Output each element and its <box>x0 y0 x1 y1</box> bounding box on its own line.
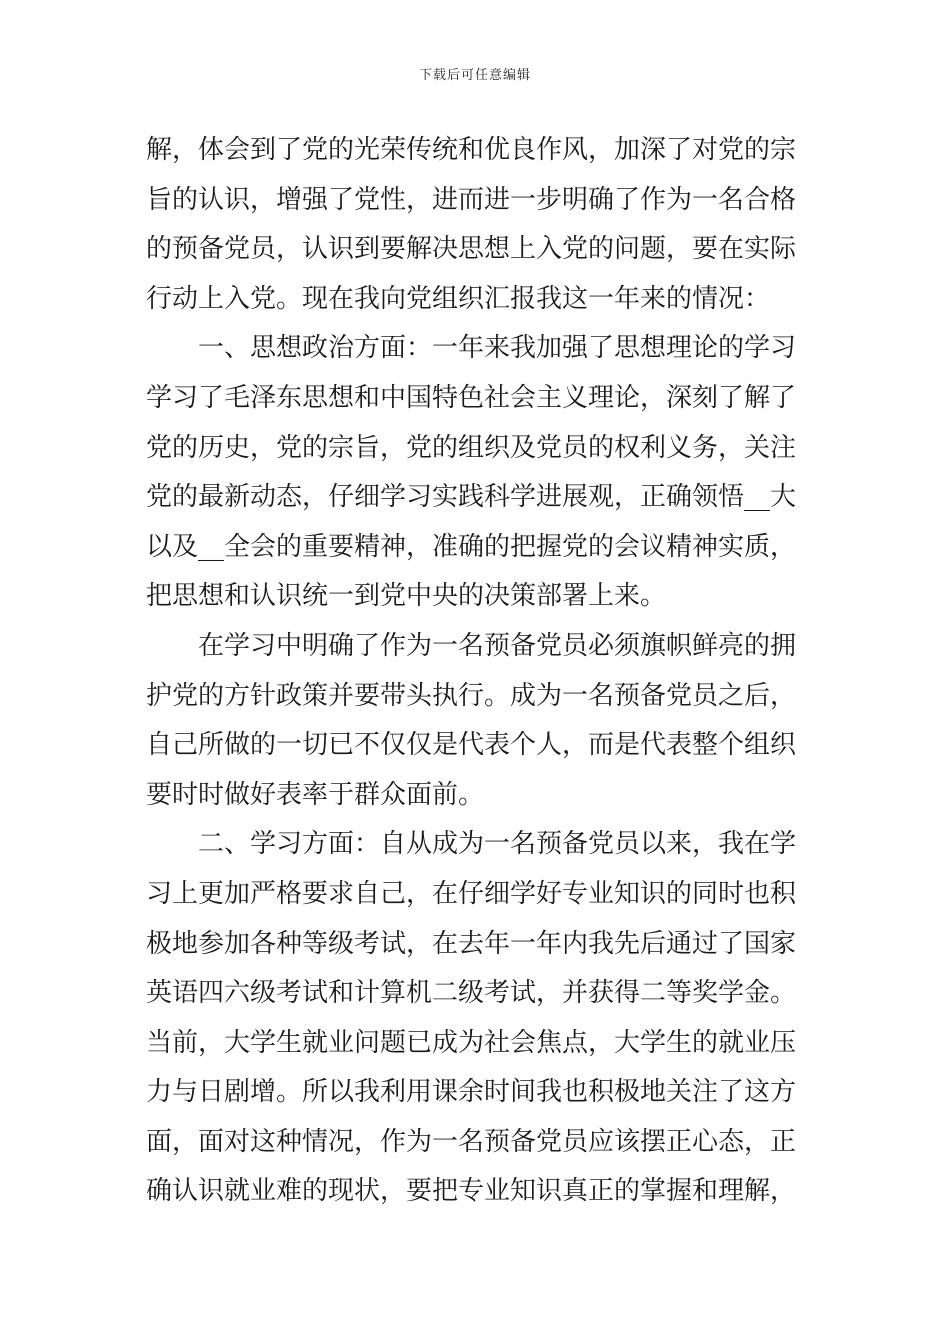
text-line: 行动上入党。现在我向党组织汇报我这一年来的情况： <box>146 283 771 314</box>
text-line: 确认识就业难的现状，要把专业知识真正的掌握和理解， <box>146 1176 797 1207</box>
text-line: 把思想和认识统一到党中央的决策部署上来。 <box>146 581 667 612</box>
text-line: 当前，大学生就业问题已成为社会焦点，大学生的就业压 <box>146 1027 797 1058</box>
text-line: 旨的认识，增强了党性，进而进一步明确了作为一名合格 <box>146 184 797 215</box>
text-line: 党的最新动态，仔细学习实践科学进展观，正确领悟__大 <box>146 482 797 513</box>
text-line: 以及__全会的重要精神，准确的把握党的会议精神实质， <box>146 531 797 562</box>
paragraph-start-line: 二、学习方面：自从成为一名预备党员以来，我在学 <box>198 829 797 860</box>
text-line: 的预备党员，认识到要解决思想上入党的问题，要在实际 <box>146 234 797 265</box>
document-body <box>146 126 810 1217</box>
paragraph-start-line: 在学习中明确了作为一名预备党员必须旗帜鲜亮的拥 <box>198 630 797 661</box>
text-line: 英语四六级考试和计算机二级考试，并获得二等奖学金。 <box>146 978 797 1009</box>
text-line: 面，面对这种情况，作为一名预备党员应该摆正心态，正 <box>146 1126 797 1157</box>
text-line: 习上更加严格要求自己，在仔细学好专业知识的同时也积 <box>146 878 797 909</box>
text-line: 极地参加各种等级考试，在去年一年内我先后通过了国家 <box>146 928 797 959</box>
paragraph-start-line: 一、思想政治方面：一年来我加强了思想理论的学习 <box>198 333 797 364</box>
text-line: 解，体会到了党的光荣传统和优良作风，加深了对党的宗 <box>146 135 797 165</box>
text-line: 护党的方针政策并要带头执行。成为一名预备党员之后， <box>146 680 797 711</box>
text-line: 力与日剧增。所以我利用课余时间我也积极地关注了这方 <box>146 1077 797 1108</box>
text-line: 要时时做好表率于群众面前。 <box>146 779 485 810</box>
page-header: 下载后可任意编辑 <box>418 68 531 83</box>
text-line: 党的历史，党的宗旨，党的组织及党员的权利义务，关注 <box>146 432 797 463</box>
text-line: 学习了毛泽东思想和中国特色社会主义理论，深刻了解了 <box>146 382 797 413</box>
text-line: 自己所做的一切已不仅仅是代表个人，而是代表整个组织 <box>146 730 797 761</box>
